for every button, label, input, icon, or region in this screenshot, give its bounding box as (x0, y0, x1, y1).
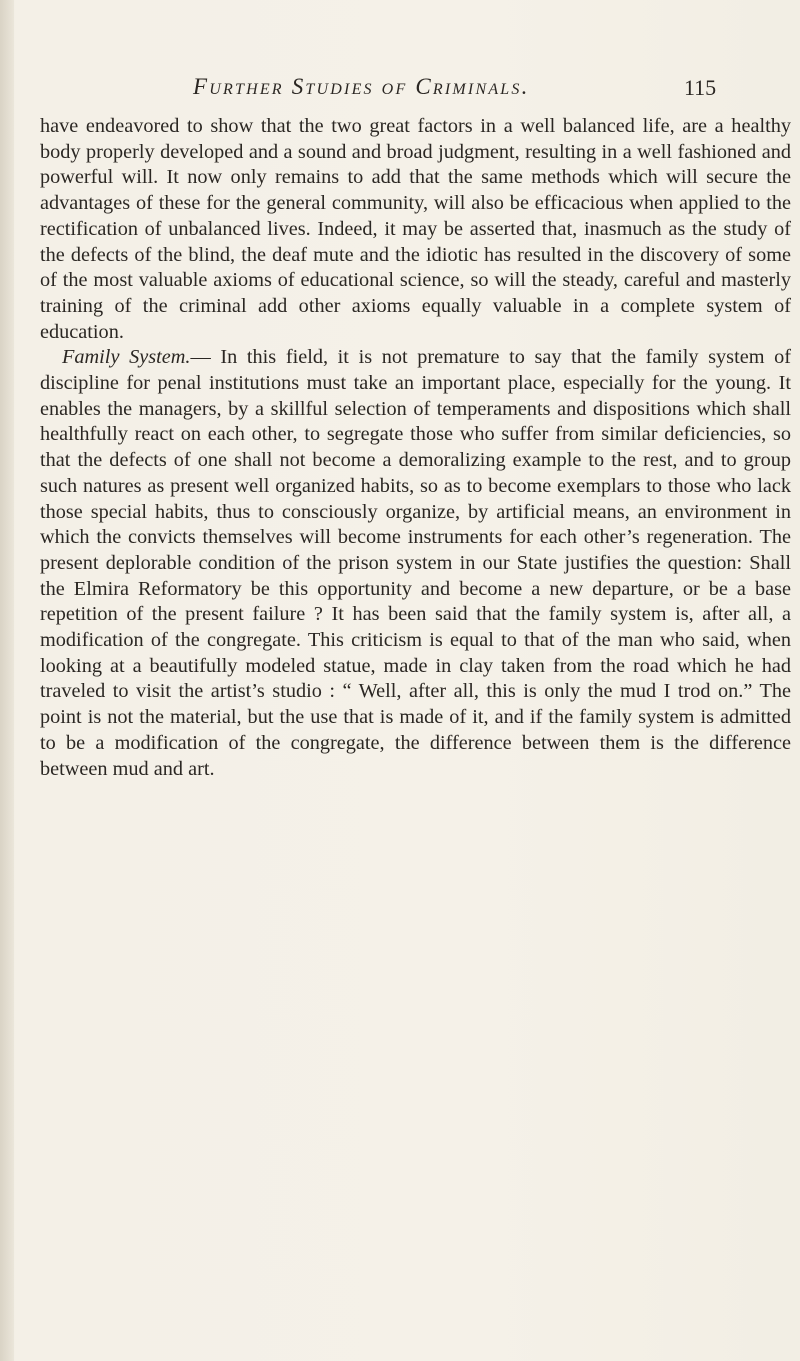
paragraph-text: — In this field, it is not premature to say that the family system of discipline for penal institutions must take an important place, especially for the young. It enables the managers, by a skillful selection of temperaments and dispositions which shall healthfully react on each other, to segregate those who suffer from similar deficiencies, so that the defects of one shall not become a demoralizing example to the rest, and to group such natures as present well organized habits, so as to become exemplars to those who lack those special habits, thus to consciously organize, by artificial means, an environment in which the convicts themselves will become instruments for each other’s regeneration. The present deplorable condition of the prison system in our State justifies the question: Shall the Elmira Reformatory be this opportunity and become a new departure, or be a base repetition of the present failure ? It has been said that the family system is, after all, a modification of the congregate. This criticism is equal to that of the man who said, when looking at a beautifully modeled statue, made in clay taken from the road which he had traveled to visit the artist’s studio : “ Well, after all, this is only the mud I trod on.” The point is not the material, but the use that is made of it, and if the family system is admitted to be a modification of the congregate, the difference between them is the difference between mud and art. (40, 346, 792, 780)
paragraph-heading: Family System. (62, 346, 191, 369)
body-text (40, 114, 791, 782)
page-number: 115 (684, 75, 717, 100)
running-head (0, 74, 800, 104)
paragraph-continued: have endeavored to show that the two great factors in a well balanced life, are a healthy body properly developed and a sound and broad judgment, resulting in a well fashioned and powerful will. It now only remains to add that the same methods which will secure the advantages of these for the general community, will also be efficacious when applied to the rectification of unbalanced lives. Indeed, it may be asserted that, inasmuch as the study of the defects of the blind, the deaf mute and the idiotic has resulted in the discovery of some of the most valuable axioms of educational science, so will the steady, careful and masterly training of the criminal add other axioms equally valuable in a complete system of education. (40, 115, 791, 343)
page-gutter-shadow (0, 0, 14, 1361)
running-title: Further Studies of Criminals. (193, 74, 530, 99)
paragraph-family-system (40, 345, 791, 782)
